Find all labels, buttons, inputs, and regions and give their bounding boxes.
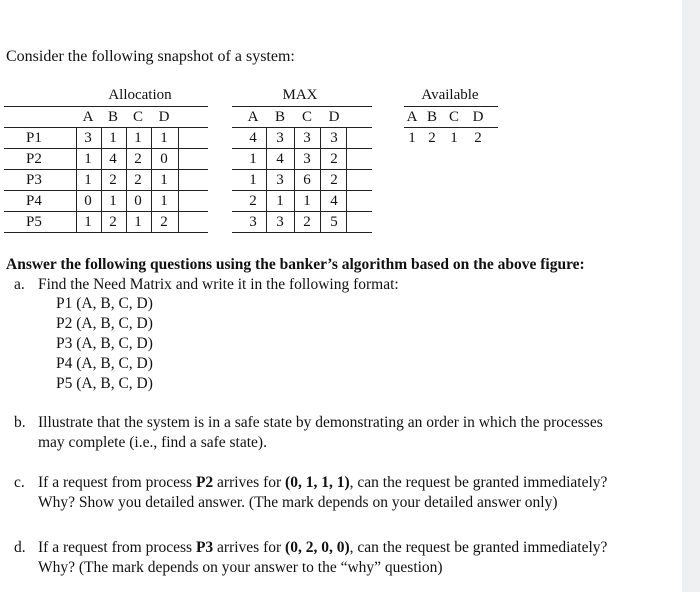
max-value: 4 bbox=[249, 130, 257, 146]
bottom-rule bbox=[232, 232, 372, 233]
max-value: 3 bbox=[303, 151, 311, 167]
max-value: 3 bbox=[276, 172, 284, 188]
part-d-process: P3 bbox=[195, 539, 214, 556]
available-value: 2 bbox=[474, 130, 482, 146]
process-name: P3 bbox=[26, 172, 42, 188]
max-col-header: B bbox=[274, 109, 285, 125]
max-value: 3 bbox=[249, 214, 257, 230]
allocation-title: Allocation bbox=[108, 87, 172, 103]
max-value: 1 bbox=[303, 193, 311, 209]
process-name: P2 bbox=[26, 151, 42, 167]
available-title: Available bbox=[421, 87, 479, 103]
part-c-mid: arrives for bbox=[213, 474, 286, 491]
alloc-col-header: A bbox=[82, 109, 94, 125]
column-divider bbox=[266, 127, 267, 232]
part-a-text: Find the Need Matrix and write it in the following format: bbox=[38, 276, 399, 293]
max-value: 3 bbox=[276, 214, 284, 230]
allocation-value: 2 bbox=[109, 214, 117, 230]
allocation-value: 2 bbox=[134, 172, 142, 188]
process-name: P5 bbox=[26, 214, 42, 230]
max-value: 3 bbox=[330, 130, 338, 146]
format-line: P3 (A, B, C, D) bbox=[56, 335, 153, 352]
max-value: 1 bbox=[276, 193, 284, 209]
process-name: P1 bbox=[26, 130, 42, 146]
format-line: P5 (A, B, C, D) bbox=[56, 375, 153, 392]
allocation-value: 1 bbox=[109, 193, 117, 209]
allocation-value: 0 bbox=[84, 193, 92, 209]
max-value: 2 bbox=[330, 151, 338, 167]
allocation-value: 0 bbox=[160, 151, 168, 167]
part-c-post: , can the request be granted immediately? bbox=[349, 474, 608, 491]
alloc-col-header: D bbox=[158, 109, 170, 125]
max-value: 2 bbox=[330, 172, 338, 188]
part-a-label: a. bbox=[14, 276, 25, 293]
allocation-value: 1 bbox=[109, 130, 117, 146]
intro-text: Consider the following snapshot of a system: bbox=[6, 48, 295, 65]
max-value: 2 bbox=[249, 193, 257, 209]
max-value: 4 bbox=[276, 151, 284, 167]
alloc-col-header: C bbox=[132, 109, 143, 125]
part-b-label: b. bbox=[14, 414, 26, 431]
part-c-request: (0, 1, 1, 1) bbox=[285, 474, 350, 491]
avail-col-header: D bbox=[472, 109, 484, 125]
part-c-line1 bbox=[38, 473, 607, 493]
max-col-header: A bbox=[247, 109, 259, 125]
part-c-process: P2 bbox=[195, 474, 214, 491]
allocation-value: 1 bbox=[160, 193, 168, 209]
max-col-header: D bbox=[328, 109, 340, 125]
part-d-label: d. bbox=[14, 539, 26, 556]
part-d bbox=[14, 538, 684, 578]
allocation-value: 1 bbox=[84, 172, 92, 188]
max-value: 6 bbox=[303, 172, 311, 188]
need-format-list bbox=[56, 294, 153, 394]
snapshot-tables bbox=[0, 0, 700, 240]
allocation-value: 1 bbox=[160, 172, 168, 188]
available-value: 1 bbox=[450, 130, 458, 146]
part-d-mid: arrives for bbox=[213, 539, 286, 556]
part-d-line1 bbox=[38, 538, 607, 558]
format-line: P1 (A, B, C, D) bbox=[56, 295, 153, 312]
max-value: 5 bbox=[330, 214, 338, 230]
column-divider bbox=[178, 127, 179, 232]
allocation-value: 1 bbox=[84, 214, 92, 230]
max-value: 4 bbox=[330, 193, 338, 209]
part-b-line1: Illustrate that the system is in a safe state by demonstrating an order in which the processes bbox=[38, 414, 603, 431]
column-divider bbox=[320, 127, 321, 232]
process-name: P4 bbox=[26, 193, 42, 209]
part-d-line2: Why? (The mark depends on your answer to the “why” question) bbox=[38, 559, 443, 576]
avail-col-header: A bbox=[406, 109, 418, 125]
part-d-pre: If a request from process bbox=[38, 539, 196, 556]
allocation-value: 1 bbox=[134, 214, 142, 230]
available-value: 2 bbox=[428, 130, 436, 146]
allocation-value: 4 bbox=[109, 151, 117, 167]
part-d-post: , can the request be granted immediately? bbox=[349, 539, 608, 556]
max-value: 3 bbox=[276, 130, 284, 146]
max-value: 3 bbox=[303, 130, 311, 146]
allocation-value: 2 bbox=[134, 151, 142, 167]
allocation-value: 3 bbox=[84, 130, 92, 146]
available-value: 1 bbox=[408, 130, 416, 146]
column-divider bbox=[346, 127, 347, 232]
alloc-col-header: B bbox=[107, 109, 118, 125]
part-c-pre: If a request from process bbox=[38, 474, 196, 491]
format-line: P4 (A, B, C, D) bbox=[56, 355, 153, 372]
part-b-line2: may complete (i.e., find a safe state). bbox=[38, 434, 267, 451]
max-value: 1 bbox=[249, 151, 257, 167]
bottom-rule bbox=[4, 232, 208, 233]
avail-col-header: B bbox=[426, 109, 437, 125]
part-d-request: (0, 2, 0, 0) bbox=[285, 539, 350, 556]
allocation-value: 1 bbox=[84, 151, 92, 167]
question-heading: Answer the following questions using the banker’s algorithm based on the above figure: bbox=[6, 256, 585, 273]
part-b bbox=[14, 413, 684, 453]
max-title: MAX bbox=[282, 87, 318, 103]
avail-col-header: C bbox=[448, 109, 459, 125]
max-col-header: C bbox=[301, 109, 312, 125]
allocation-value: 2 bbox=[109, 172, 117, 188]
allocation-value: 1 bbox=[134, 130, 142, 146]
part-c bbox=[14, 473, 684, 513]
max-value: 2 bbox=[303, 214, 311, 230]
part-c-line2: Why? Show you detailed answer. (The mark depends on your detailed answer only) bbox=[38, 494, 558, 511]
format-line: P2 (A, B, C, D) bbox=[56, 315, 153, 332]
allocation-value: 0 bbox=[134, 193, 142, 209]
allocation-value: 2 bbox=[160, 214, 168, 230]
part-c-label: c. bbox=[14, 474, 25, 491]
allocation-value: 1 bbox=[160, 130, 168, 146]
max-value: 1 bbox=[249, 172, 257, 188]
part-a bbox=[14, 275, 674, 295]
